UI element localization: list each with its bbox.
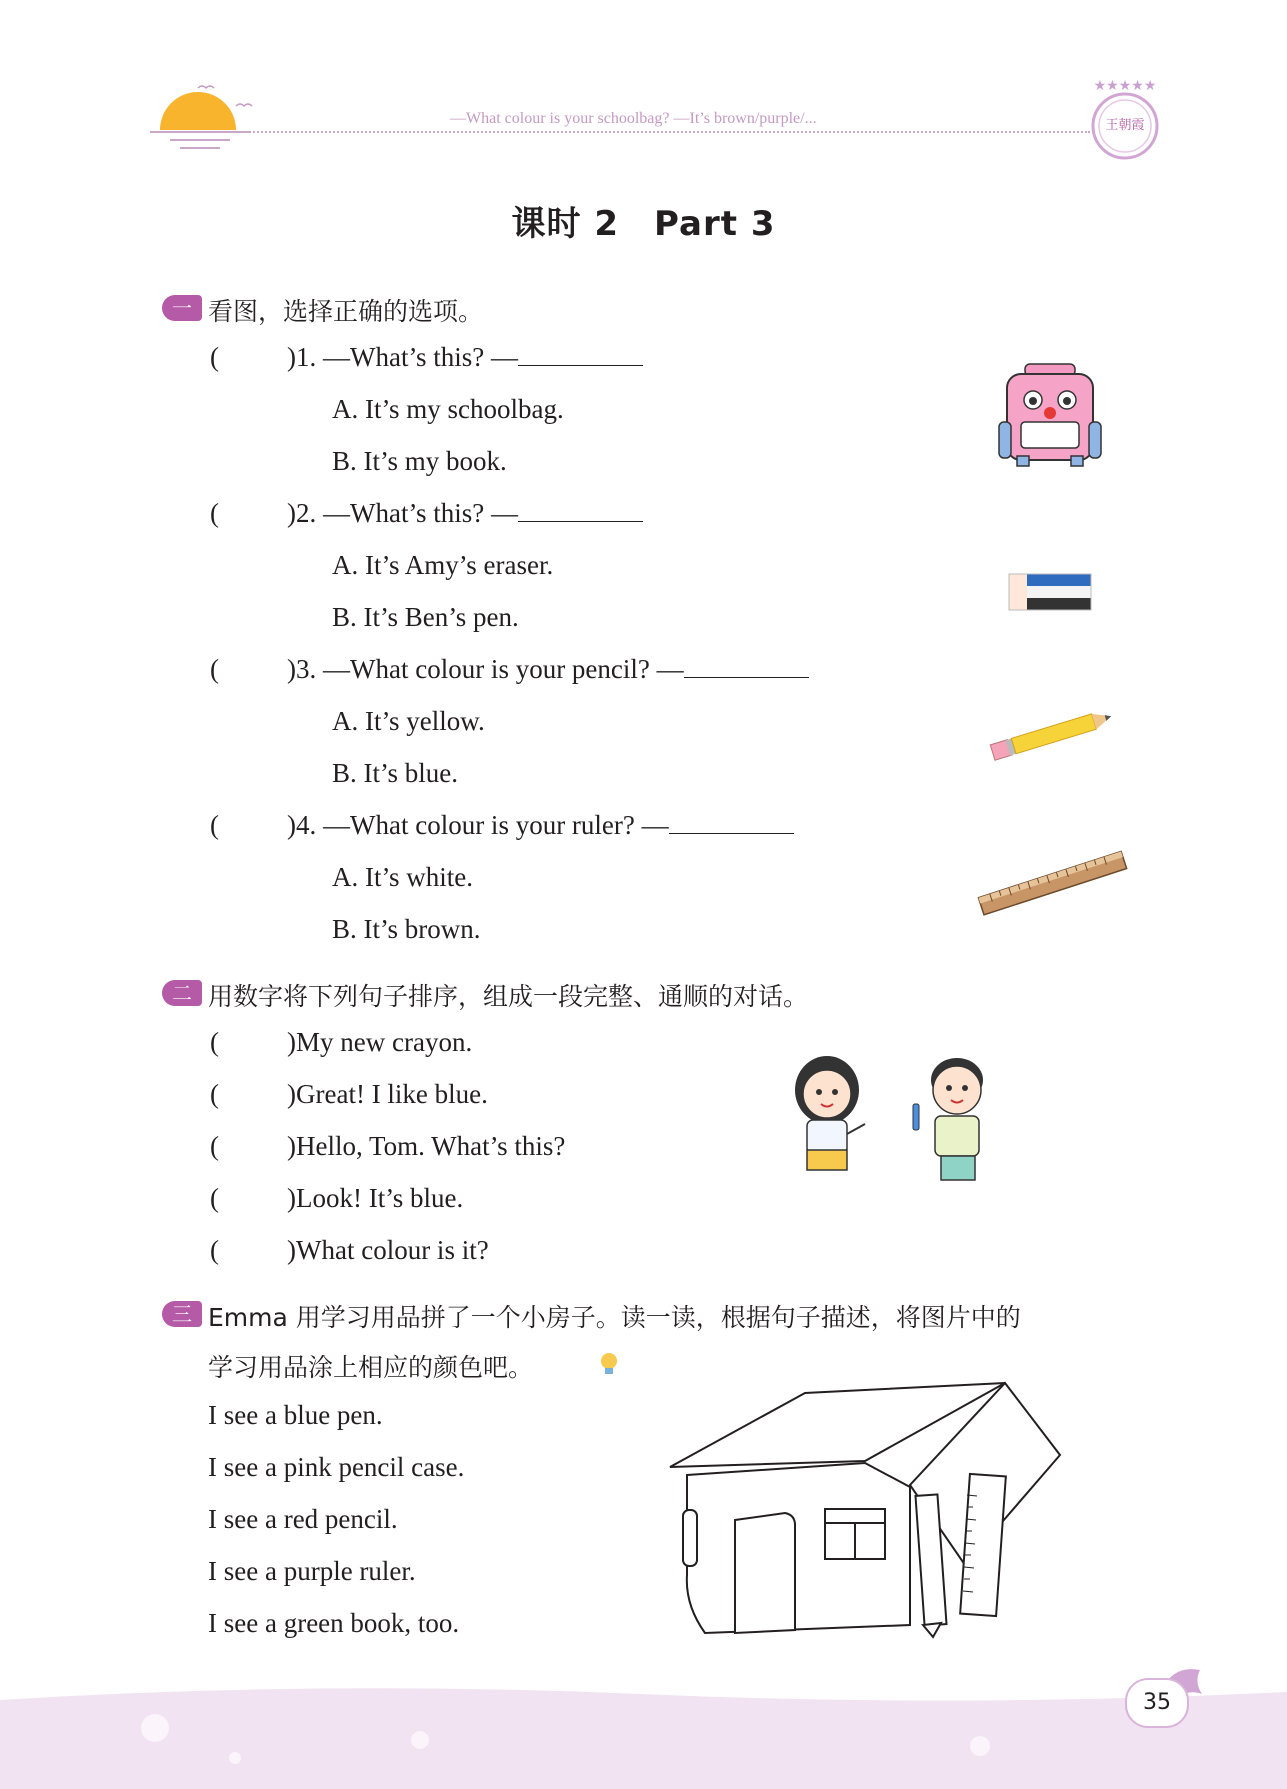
option-a: A. It’s yellow. bbox=[332, 706, 485, 736]
answer-paren: ( bbox=[210, 1027, 219, 1057]
question-4 bbox=[287, 810, 794, 841]
section-title-2: 用数字将下列句子排序，组成一段完整、通顺的对话。 bbox=[208, 982, 809, 1011]
answer-blank bbox=[518, 499, 643, 522]
description-sentence: I see a blue pen. bbox=[208, 1400, 383, 1430]
ruler-illustration bbox=[970, 845, 1130, 925]
section-badge-1: 一 bbox=[162, 295, 202, 321]
footer-wave bbox=[0, 1680, 1287, 1789]
answer-paren: ( bbox=[210, 1079, 219, 1109]
dialogue-line: )Great! I like blue. bbox=[287, 1079, 488, 1109]
dialogue-line: )What colour is it? bbox=[287, 1235, 489, 1265]
option-b: B. It’s brown. bbox=[332, 914, 481, 944]
option-a: A. It’s my schoolbag. bbox=[332, 394, 564, 424]
question-1 bbox=[287, 342, 643, 373]
svg-text:★★★★★: ★★★★★ bbox=[1093, 79, 1157, 94]
eraser-illustration bbox=[1005, 568, 1095, 616]
question-prompt: )4. —What colour is your ruler? — bbox=[287, 810, 669, 840]
section-badge-2: 二 bbox=[162, 980, 202, 1006]
answer-blank bbox=[684, 655, 809, 678]
section-title-1: 看图，选择正确的选项。 bbox=[208, 297, 484, 326]
question-prompt: )1. —What’s this? — bbox=[287, 342, 518, 372]
header-divider bbox=[150, 131, 1090, 133]
answer-paren: ( bbox=[210, 342, 219, 372]
question-2 bbox=[287, 498, 643, 529]
option-b: B. It’s Ben’s pen. bbox=[332, 602, 519, 632]
section-title-3-line1: Emma 用学习用品拼了一个小房子。读一读，根据句子描述，将图片中的 bbox=[208, 1303, 1021, 1332]
section-badge-3: 三 bbox=[162, 1301, 202, 1327]
running-title: —What colour is your schoolbag? —It’s brown/purple/... bbox=[450, 110, 817, 127]
pencil-illustration bbox=[980, 705, 1120, 765]
children-illustration bbox=[785, 1050, 1005, 1195]
dialogue-line: )Hello, Tom. What’s this? bbox=[287, 1131, 566, 1161]
description-sentence: I see a pink pencil case. bbox=[208, 1452, 465, 1482]
answer-blank bbox=[669, 811, 794, 834]
option-b: B. It’s blue. bbox=[332, 758, 458, 788]
lightbulb-icon bbox=[596, 1350, 622, 1376]
answer-paren: ( bbox=[210, 654, 219, 684]
description-sentence: I see a red pencil. bbox=[208, 1504, 398, 1534]
dialogue-line: )My new crayon. bbox=[287, 1027, 473, 1057]
answer-paren: ( bbox=[210, 1183, 219, 1213]
question-3 bbox=[287, 654, 809, 685]
answer-paren: ( bbox=[210, 1131, 219, 1161]
page-number: 35 bbox=[1125, 1678, 1189, 1728]
sunset-icon bbox=[150, 80, 260, 155]
answer-blank bbox=[518, 343, 643, 366]
description-sentence: I see a purple ruler. bbox=[208, 1556, 416, 1586]
answer-paren: ( bbox=[210, 1235, 219, 1265]
description-sentence: I see a green book, too. bbox=[208, 1608, 460, 1638]
section-title-3-line2: 学习用品涂上相应的颜色吧。 bbox=[208, 1353, 534, 1382]
option-b: B. It’s my book. bbox=[332, 446, 507, 476]
lesson-title: 课时 2 Part 3 bbox=[511, 204, 776, 244]
stationery-house-illustration bbox=[665, 1375, 1075, 1640]
schoolbag-illustration bbox=[995, 360, 1105, 475]
logo-text: 王朝霞 bbox=[1105, 118, 1145, 133]
option-a: A. It’s white. bbox=[332, 862, 473, 892]
answer-paren: ( bbox=[210, 810, 219, 840]
option-a: A. It’s Amy’s eraser. bbox=[332, 550, 554, 580]
question-prompt: )2. —What’s this? — bbox=[287, 498, 518, 528]
dialogue-line: )Look! It’s blue. bbox=[287, 1183, 464, 1213]
question-prompt: )3. —What colour is your pencil? — bbox=[287, 654, 684, 684]
answer-paren: ( bbox=[210, 498, 219, 528]
